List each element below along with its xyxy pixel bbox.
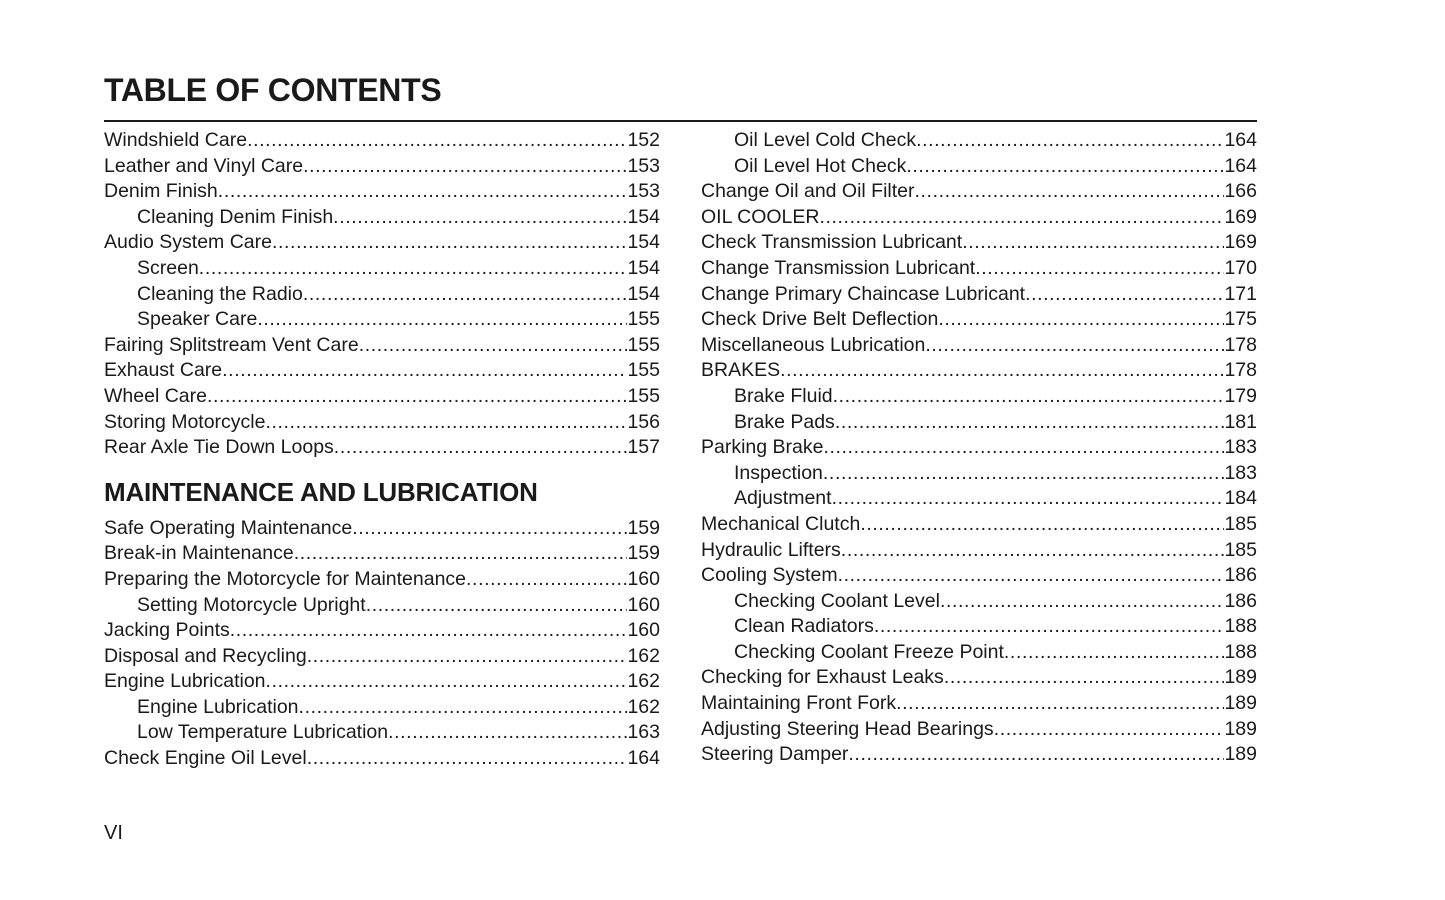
toc-entry-label: Hydraulic Lifters	[701, 538, 841, 561]
title-divider	[104, 120, 1257, 122]
toc-entry[interactable]	[104, 567, 660, 593]
dot-leader	[466, 567, 627, 593]
toc-entry-label: Change Oil and Oil Filter	[701, 180, 915, 203]
dot-leader	[823, 461, 1225, 487]
toc-entry-label: Maintaining Front Fork	[701, 692, 897, 715]
toc-entry[interactable]	[701, 128, 1257, 154]
page-title: TABLE OF CONTENTS	[104, 72, 442, 108]
dot-leader	[218, 179, 628, 205]
toc-entry-label: Cleaning Denim Finish	[137, 205, 334, 228]
toc-entry-page: 164	[627, 747, 660, 770]
toc-entry-page: 189	[1224, 692, 1257, 715]
toc-entry[interactable]	[104, 230, 660, 256]
toc-entry-label: Leather and Vinyl Care	[104, 154, 304, 177]
dot-leader	[835, 410, 1225, 436]
toc-entry[interactable]	[701, 538, 1257, 564]
toc-entry[interactable]	[701, 742, 1257, 768]
toc-entry-label: Windshield Care	[104, 129, 248, 151]
toc-entry-label: Oil Level Cold Check	[734, 129, 917, 151]
toc-entry-page: 154	[627, 205, 660, 228]
toc-entry-page: 163	[627, 721, 660, 744]
toc-entry[interactable]	[104, 358, 660, 384]
toc-entry[interactable]	[104, 256, 660, 282]
toc-entry-page: 188	[1224, 615, 1257, 638]
toc-entry[interactable]	[104, 128, 660, 154]
section-heading-maintenance: MAINTENANCE AND LUBRICATION	[104, 476, 538, 507]
dot-leader	[896, 691, 1224, 717]
toc-entry-page: 162	[627, 695, 660, 718]
toc-entry-label: Wheel Care	[104, 384, 207, 407]
toc-entry-label: Check Engine Oil Level	[104, 747, 307, 770]
dot-leader	[247, 128, 627, 154]
toc-entry[interactable]	[701, 691, 1257, 717]
toc-right-column	[701, 128, 1257, 768]
toc-entry-page: 153	[627, 154, 660, 177]
toc-entry-page: 155	[627, 308, 660, 331]
toc-entry-label: Adjusting Steering Head Bearings	[701, 717, 994, 740]
toc-entry-page: 157	[627, 436, 660, 459]
toc-entry-label: Engine Lubrication	[104, 670, 266, 693]
toc-entry-label: Engine Lubrication	[137, 695, 299, 718]
toc-entry-label: Exhaust Care	[104, 359, 223, 382]
toc-entry[interactable]	[701, 154, 1257, 180]
toc-entry-page: 153	[627, 180, 660, 203]
toc-entry-page: 183	[1224, 461, 1257, 484]
toc-entry-page: 186	[1224, 589, 1257, 612]
toc-entry-page: 160	[627, 593, 660, 616]
toc-entry[interactable]	[104, 695, 660, 721]
toc-entry-page: 189	[1224, 717, 1257, 740]
dot-leader	[860, 512, 1224, 538]
dot-leader	[780, 358, 1224, 384]
toc-entry-page: 155	[627, 333, 660, 356]
toc-entry[interactable]	[104, 720, 660, 746]
toc-entry[interactable]	[701, 358, 1257, 384]
toc-entry-page: 160	[627, 619, 660, 642]
toc-entry-page: 159	[627, 516, 660, 539]
toc-entry-page: 155	[627, 384, 660, 407]
toc-entry[interactable]	[701, 614, 1257, 640]
dot-leader	[938, 307, 1224, 333]
toc-entry-page: 169	[1224, 205, 1257, 228]
dot-leader	[272, 230, 627, 256]
toc-entry[interactable]	[104, 179, 660, 205]
dot-leader	[199, 256, 628, 282]
dot-leader	[925, 333, 1224, 359]
toc-entry-page: 169	[1224, 231, 1257, 254]
toc-entry-page: 179	[1224, 384, 1257, 407]
toc-entry-label: Safe Operating Maintenance	[104, 516, 353, 539]
toc-entry-page: 189	[1224, 666, 1257, 689]
toc-entry-label: Low Temperature Lubrication	[137, 721, 389, 744]
dot-leader	[874, 614, 1225, 640]
toc-entry-page: 164	[1224, 154, 1257, 177]
toc-entry-page: 185	[1224, 538, 1257, 561]
toc-entry[interactable]	[701, 384, 1257, 410]
toc-entry-page: 160	[627, 567, 660, 590]
dot-leader	[230, 618, 628, 644]
toc-entry[interactable]	[104, 593, 660, 619]
dot-leader	[294, 541, 628, 567]
toc-entry[interactable]	[701, 461, 1257, 487]
toc-entry[interactable]	[104, 644, 660, 670]
dot-leader	[366, 593, 628, 619]
toc-entry-label: Checking Coolant Freeze Point	[734, 640, 1004, 663]
dot-leader	[1025, 282, 1224, 308]
toc-entry[interactable]	[104, 384, 660, 410]
toc-entry-label: Checking Coolant Level	[734, 589, 940, 612]
toc-entry-page: 189	[1224, 743, 1257, 766]
toc-entry[interactable]	[104, 435, 660, 461]
toc-entry-page: 164	[1224, 129, 1257, 151]
toc-entry-label: Inspection	[734, 461, 823, 484]
toc-entry-label: Audio System Care	[104, 231, 272, 254]
toc-entry[interactable]	[701, 282, 1257, 308]
dot-leader	[975, 256, 1224, 282]
dot-leader	[962, 230, 1224, 256]
toc-entry-page: 159	[627, 542, 660, 565]
toc-entry-label: Disposal and Recycling	[104, 644, 307, 667]
toc-entry[interactable]	[701, 410, 1257, 436]
toc-entry-label: Check Transmission Lubricant	[701, 231, 963, 254]
toc-entry[interactable]	[701, 665, 1257, 691]
toc-entry[interactable]	[104, 205, 660, 231]
toc-entry-page: 185	[1224, 512, 1257, 535]
toc-entry[interactable]	[701, 256, 1257, 282]
toc-entry-label: OIL COOLER	[701, 205, 820, 228]
toc-entry-page: 175	[1224, 308, 1257, 331]
toc-entry-page: 154	[627, 256, 660, 279]
toc-entry-label: Checking for Exhaust Leaks	[701, 666, 944, 689]
toc-entry[interactable]	[701, 589, 1257, 615]
toc-entry-label: Denim Finish	[104, 180, 218, 203]
toc-entry[interactable]	[701, 486, 1257, 512]
dot-leader	[266, 669, 628, 695]
toc-entry[interactable]	[104, 541, 660, 567]
toc-entry-label: Rear Axle Tie Down Loops	[104, 436, 334, 459]
dot-leader	[819, 205, 1224, 231]
dot-leader	[303, 282, 628, 308]
dot-leader	[994, 717, 1225, 743]
dot-leader	[299, 695, 628, 721]
toc-entry-label: Miscellaneous Lubrication	[701, 333, 926, 356]
toc-entry[interactable]	[701, 717, 1257, 743]
dot-leader	[265, 410, 627, 436]
dot-leader	[333, 205, 627, 231]
dot-leader	[916, 128, 1224, 154]
toc-entry-page: 186	[1224, 564, 1257, 587]
toc-entry-page: 162	[627, 644, 660, 667]
toc-entry-label: BRAKES	[701, 359, 781, 382]
toc-entry-page: 166	[1224, 180, 1257, 203]
dot-leader	[359, 333, 628, 359]
toc-entry-label: Check Drive Belt Deflection	[701, 308, 939, 331]
toc-entry-page: 170	[1224, 256, 1257, 279]
toc-entry[interactable]	[104, 307, 660, 333]
toc-entry[interactable]	[104, 333, 660, 359]
toc-entry[interactable]	[701, 640, 1257, 666]
toc-entry-page: 162	[627, 670, 660, 693]
toc-entry-page: 152	[627, 129, 660, 151]
toc-entry[interactable]	[701, 205, 1257, 231]
dot-leader	[832, 486, 1225, 512]
toc-entry[interactable]	[104, 410, 660, 436]
toc-entry-page: 184	[1224, 487, 1257, 510]
dot-leader	[1004, 640, 1225, 666]
dot-leader	[838, 563, 1225, 589]
dot-leader	[352, 516, 627, 542]
toc-entry-page: 181	[1224, 410, 1257, 433]
dot-leader	[944, 665, 1225, 691]
toc-entry-label: Change Transmission Lubricant	[701, 256, 976, 279]
dot-leader	[307, 746, 628, 772]
toc-entry[interactable]	[701, 307, 1257, 333]
dot-leader	[257, 307, 627, 333]
toc-entry-label: Cleaning the Radio	[137, 282, 303, 305]
toc-entry[interactable]	[701, 512, 1257, 538]
toc-entry-label: Brake Fluid	[734, 384, 833, 407]
toc-entry[interactable]	[701, 435, 1257, 461]
toc-entry-page: 156	[627, 410, 660, 433]
toc-entry-page: 183	[1224, 436, 1257, 459]
page-number: VI	[104, 822, 123, 844]
toc-entry[interactable]	[701, 179, 1257, 205]
dot-leader	[823, 435, 1224, 461]
toc-entry[interactable]	[701, 230, 1257, 256]
toc-entry[interactable]	[104, 154, 660, 180]
toc-entry-label: Speaker Care	[137, 308, 258, 331]
toc-entry-page: 154	[627, 282, 660, 305]
toc-entry-page: 188	[1224, 640, 1257, 663]
toc-entry-label: Brake Pads	[734, 410, 835, 433]
toc-entry-label: Screen	[137, 256, 199, 279]
toc-entry[interactable]	[104, 746, 660, 772]
dot-leader	[841, 538, 1225, 564]
dot-leader	[303, 154, 627, 180]
toc-entry-label: Parking Brake	[701, 436, 824, 459]
toc-entry-label: Break-in Maintenance	[104, 542, 294, 565]
dot-leader	[833, 384, 1225, 410]
dot-leader	[222, 358, 627, 384]
toc-entry-page: 178	[1224, 359, 1257, 382]
dot-leader	[848, 742, 1224, 768]
toc-entry[interactable]	[701, 563, 1257, 589]
dot-leader	[940, 589, 1224, 615]
toc-entry-label: Steering Damper	[701, 743, 849, 766]
toc-entry-label: Fairing Splitstream Vent Care	[104, 333, 359, 356]
toc-entry-label: Change Primary Chaincase Lubricant	[701, 282, 1026, 305]
toc-entry-label: Storing Motorcycle	[104, 410, 266, 433]
toc-entry-page: 154	[627, 231, 660, 254]
dot-leader	[915, 179, 1225, 205]
toc-entry-label: Setting Motorcycle Upright	[137, 593, 366, 616]
toc-entry-label: Mechanical Clutch	[701, 512, 861, 535]
toc-entry-label: Preparing the Motorcycle for Maintenance	[104, 567, 467, 590]
toc-entry-label: Jacking Points	[104, 619, 230, 642]
toc-group-care	[104, 128, 660, 461]
dot-leader	[334, 435, 628, 461]
toc-entry-label: Adjustment	[734, 487, 832, 510]
toc-entry[interactable]	[701, 333, 1257, 359]
toc-entry-page: 155	[627, 359, 660, 382]
dot-leader	[307, 644, 628, 670]
toc-entry[interactable]	[104, 669, 660, 695]
toc-group-maintenance	[104, 516, 660, 772]
toc-entry[interactable]	[104, 282, 660, 308]
toc-entry-label: Clean Radiators	[734, 615, 874, 638]
toc-entry-label: Cooling System	[701, 564, 838, 587]
dot-leader	[207, 384, 627, 410]
toc-entry-page: 171	[1224, 282, 1257, 305]
toc-left-column	[104, 128, 660, 772]
toc-entry-label: Oil Level Hot Check	[734, 154, 907, 177]
dot-leader	[906, 154, 1224, 180]
toc-entry-page: 178	[1224, 333, 1257, 356]
toc-entry[interactable]	[104, 516, 660, 542]
dot-leader	[388, 720, 627, 746]
toc-entry[interactable]	[104, 618, 660, 644]
